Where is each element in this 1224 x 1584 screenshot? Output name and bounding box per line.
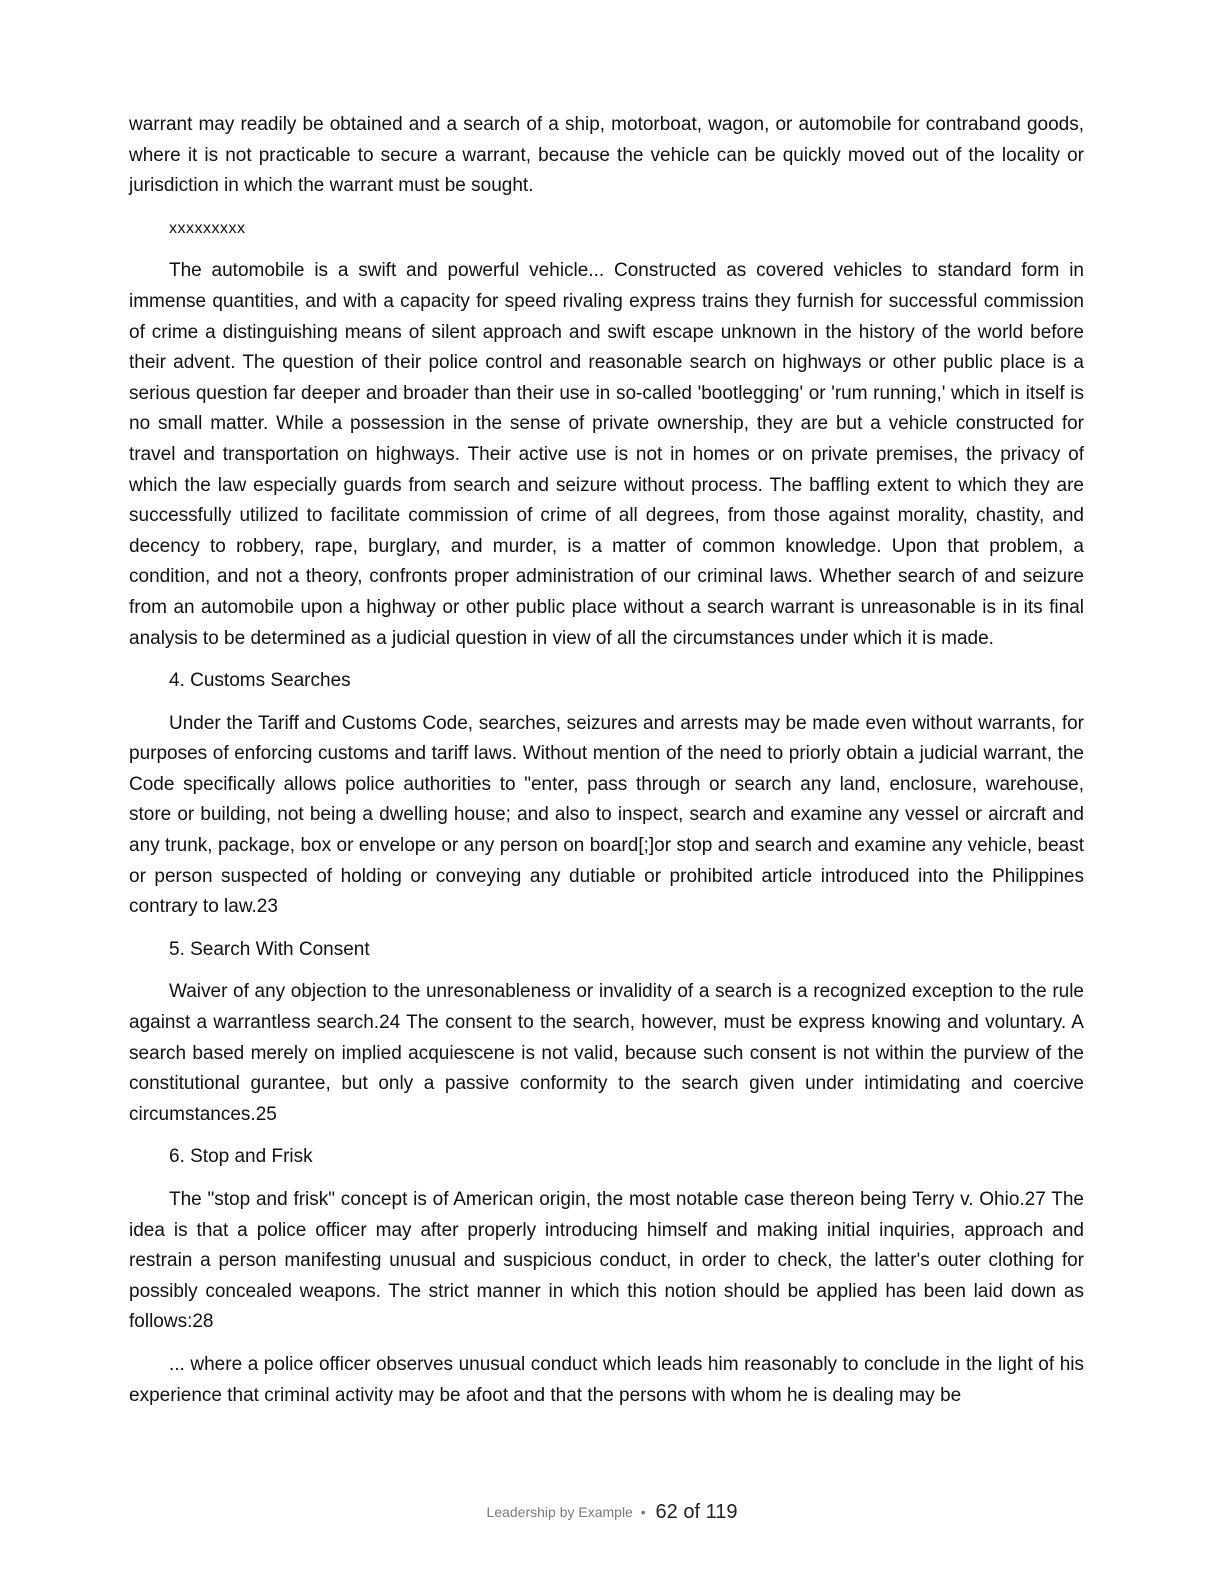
body-paragraph-customs: Under the Tariff and Customs Code, searches, seizures and arrests may be made even without warrants, for purposes of enforcing customs and tariff laws. Without mention of the need to priorly obtain a judicial warrant, the Code specifically allows police authorities to "enter, pass through or search any land, enclosure, warehouse, store or building, not being a dwelling house; and also to inspect, search and examine any vessel or aircraft and any trunk, package, box or envelope or any person on board[;]or stop and search and examine any vehicle, beast or person suspected of holding or conveying any dutiable or prohibited article introduced into the Philippines contrary to law.23 [129, 712, 1084, 918]
body-paragraph-automobile: The automobile is a swift and powerful vehicle... Constructed as covered vehicles to standard form in immense quantities, and with a capacity for speed rivaling express trains they furnish for successful commission of crime a distinguishing means of silent approach and swift escape unknown in the history of the world before their advent. The question of their police control and reasonable search on highways or other public place is a serious question far deeper and broader than their use in so-called 'bootlegging' or 'rum running,' which in itself is no small matter. While a possession in the sense of private ownership, they are but a vehicle constructed for travel and transportation on highways. Their active use is not in homes or on private premises, the privacy of which the law especially guards from search and seizure without process. The baffling extent to which they are successfully utilized to facilitate commission of crime of all degrees, from those against morality, chastity, and decency to robbery, rape, burglary, and murder, is a matter of common knowledge. Upon that problem, a condition, and not a theory, confronts proper administration of our criminal laws. Whether search of and seizure from an automobile upon a highway or other public place without a search warrant is unreasonable is in its final analysis to be determined as a judicial question in view of all the circumstances under which it is made. [129, 260, 1084, 649]
body-paragraph-stop-and-frisk: The "stop and frisk" concept is of American origin, the most notable case thereon being Terry v. Ohio.27 The idea is that a police officer may after properly introducing himself and making initial inquiries, approach and restrain a person manifesting unusual and suspicious conduct, in order to check, the latter's outer clothing for possibly concealed weapons. The strict manner in which this notion should be applied has been laid down as follows:28 [129, 1189, 1084, 1333]
section-heading-customs-searches: 4. Customs Searches [169, 670, 351, 692]
section-heading-stop-and-frisk: 6. Stop and Frisk [169, 1146, 313, 1168]
body-paragraph-consent: Waiver of any objection to the unresonableness or invalidity of a search is a recognized exception to the rule against a warrantless search.24 The consent to the search, however, must be express knowing and voluntary. A search based merely on implied acquiescene is not valid, because such consent is not within the purview of the constitutional gurantee, but only a passive conformity to the search given under intimidating and coercive circumstances.25 [129, 981, 1084, 1125]
omission-separator: xxxxxxxxx [169, 219, 246, 237]
section-heading-search-with-consent: 5. Search With Consent [169, 938, 370, 960]
footer-bullet-separator: • [640, 1504, 646, 1520]
continuation-paragraph: warrant may readily be obtained and a search of a ship, motorboat, wagon, or automobile for contraband goods, where it is not practicable to secure a warrant, because the vehicle can be quickly moved out of the locality or jurisdiction in which the warrant must be sought. [129, 114, 1084, 197]
body-paragraph-quote: ... where a police officer observes unusual conduct which leads him reasonably to conclude in the light of his experience that criminal activity may be afoot and that the persons with whom he is dealing may be [129, 1353, 1084, 1406]
footer-page-number: 62 of 119 [655, 1501, 738, 1523]
footer-book-title: Leadership by Example [486, 1504, 633, 1520]
document-body [129, 110, 1084, 1423]
page-footer [0, 1498, 1224, 1526]
